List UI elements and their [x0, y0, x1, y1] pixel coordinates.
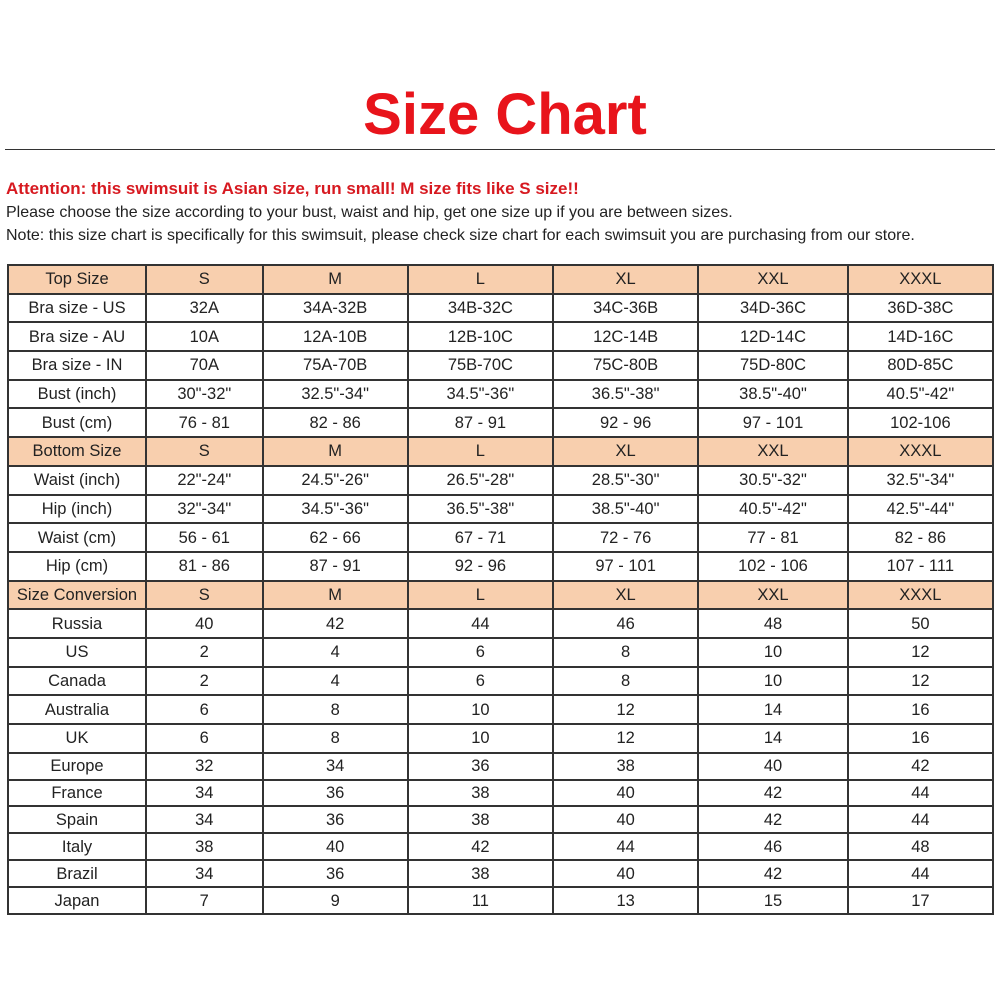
table-cell: 26.5"-28" — [408, 466, 553, 495]
table-cell: XXXL — [848, 581, 993, 610]
row-label: Japan — [8, 887, 146, 914]
table-cell: 107 - 111 — [848, 552, 993, 581]
table-row — [8, 780, 993, 807]
table-cell: 14 — [698, 724, 848, 753]
table-cell: 40 — [698, 753, 848, 780]
table-cell: 40 — [553, 860, 698, 887]
row-label: Hip (cm) — [8, 552, 146, 581]
table-cell: 32"-34" — [146, 495, 263, 524]
table-cell: 82 - 86 — [848, 523, 993, 552]
table-cell: XXL — [698, 437, 848, 466]
table-row — [8, 495, 993, 524]
row-label: Australia — [8, 695, 146, 724]
table-cell: 6 — [146, 695, 263, 724]
table-cell: 17 — [848, 887, 993, 914]
table-cell: 48 — [698, 609, 848, 638]
table-row — [8, 753, 993, 780]
table-cell: L — [408, 265, 553, 294]
table-cell: 34.5"-36" — [263, 495, 408, 524]
row-label: Europe — [8, 753, 146, 780]
table-cell: 42 — [408, 833, 553, 860]
table-cell: 10 — [408, 724, 553, 753]
table-cell: 11 — [408, 887, 553, 914]
table-cell: 75C-80B — [553, 351, 698, 380]
table-cell: 34B-32C — [408, 294, 553, 323]
row-label: Russia — [8, 609, 146, 638]
table-cell: 30.5"-32" — [698, 466, 848, 495]
table-cell: 6 — [408, 667, 553, 696]
table-cell: 44 — [848, 806, 993, 833]
table-cell: 9 — [263, 887, 408, 914]
table-cell: XL — [553, 265, 698, 294]
table-cell: 40 — [263, 833, 408, 860]
table-cell: 38 — [408, 780, 553, 807]
table-cell: M — [263, 581, 408, 610]
table-row — [8, 322, 993, 351]
row-label: Waist (cm) — [8, 523, 146, 552]
table-cell: 50 — [848, 609, 993, 638]
row-label: Bust (inch) — [8, 380, 146, 409]
table-cell: 34 — [263, 753, 408, 780]
table-cell: L — [408, 437, 553, 466]
table-cell: 40 — [553, 780, 698, 807]
table-cell: 34 — [146, 806, 263, 833]
table-cell: 2 — [146, 638, 263, 667]
table-cell: 10 — [698, 667, 848, 696]
table-cell: 38.5"-40" — [698, 380, 848, 409]
row-label: UK — [8, 724, 146, 753]
table-cell: 81 - 86 — [146, 552, 263, 581]
row-label: US — [8, 638, 146, 667]
table-cell: 28.5"-30" — [553, 466, 698, 495]
table-cell: 87 - 91 — [408, 408, 553, 437]
table-cell: 38 — [553, 753, 698, 780]
table-row — [8, 887, 993, 914]
table-cell: 4 — [263, 638, 408, 667]
table-cell: 22"-24" — [146, 466, 263, 495]
attention-notice: Attention: this swimsuit is Asian size, run small! M size fits like S size!! — [6, 179, 579, 198]
table-cell: 97 - 101 — [553, 552, 698, 581]
table-cell: 40 — [146, 609, 263, 638]
table-cell: 75B-70C — [408, 351, 553, 380]
table-cell: 102 - 106 — [698, 552, 848, 581]
page-title: Size Chart — [363, 82, 647, 147]
table-cell: 36 — [263, 860, 408, 887]
table-cell: 70A — [146, 351, 263, 380]
table-row — [8, 552, 993, 581]
row-label: Top Size — [8, 265, 146, 294]
table-cell: 44 — [848, 780, 993, 807]
table-cell: 62 - 66 — [263, 523, 408, 552]
table-row — [8, 806, 993, 833]
table-cell: 8 — [263, 695, 408, 724]
table-cell: 38 — [408, 806, 553, 833]
table-cell: 12 — [848, 667, 993, 696]
table-row — [8, 609, 993, 638]
table-cell: XL — [553, 581, 698, 610]
table-cell: 16 — [848, 724, 993, 753]
table-row — [8, 380, 993, 409]
table-cell: 16 — [848, 695, 993, 724]
table-cell: 34A-32B — [263, 294, 408, 323]
row-label: Bra size - US — [8, 294, 146, 323]
table-cell: S — [146, 581, 263, 610]
table-cell: 44 — [408, 609, 553, 638]
row-label: Hip (inch) — [8, 495, 146, 524]
table-cell: XL — [553, 437, 698, 466]
table-cell: S — [146, 265, 263, 294]
row-label: Size Conversion — [8, 581, 146, 610]
row-label: Spain — [8, 806, 146, 833]
title-divider — [5, 149, 995, 150]
table-cell: 40.5"-42" — [848, 380, 993, 409]
table-cell: 42 — [263, 609, 408, 638]
table-cell: 13 — [553, 887, 698, 914]
table-section-header — [8, 265, 993, 294]
table-cell: 38 — [146, 833, 263, 860]
table-cell: 42.5"-44" — [848, 495, 993, 524]
size-advice-text: Please choose the size according to your bust, waist and hip, get one size up if you are between sizes. — [6, 204, 733, 221]
table-cell: 36 — [263, 806, 408, 833]
table-cell: 34 — [146, 780, 263, 807]
table-cell: 30"-32" — [146, 380, 263, 409]
table-cell: 7 — [146, 887, 263, 914]
table-cell: 48 — [848, 833, 993, 860]
table-row — [8, 860, 993, 887]
table-cell: 36.5"-38" — [408, 495, 553, 524]
size-chart-table — [7, 264, 994, 915]
table-cell: 12B-10C — [408, 322, 553, 351]
table-cell: 42 — [698, 806, 848, 833]
table-cell: 46 — [698, 833, 848, 860]
table-cell: 38 — [408, 860, 553, 887]
table-cell: 32 — [146, 753, 263, 780]
table-section-header — [8, 581, 993, 610]
table-cell: 87 - 91 — [263, 552, 408, 581]
table-cell: XXXL — [848, 265, 993, 294]
table-cell: 6 — [146, 724, 263, 753]
table-cell: 36D-38C — [848, 294, 993, 323]
table-cell: 75D-80C — [698, 351, 848, 380]
table-cell: 32.5"-34" — [263, 380, 408, 409]
table-cell: 4 — [263, 667, 408, 696]
row-label: Italy — [8, 833, 146, 860]
table-cell: 24.5"-26" — [263, 466, 408, 495]
table-cell: M — [263, 437, 408, 466]
table-cell: 44 — [553, 833, 698, 860]
table-cell: 80D-85C — [848, 351, 993, 380]
table-cell: 6 — [408, 638, 553, 667]
table-cell: M — [263, 265, 408, 294]
table-cell: 75A-70B — [263, 351, 408, 380]
table-cell: 8 — [263, 724, 408, 753]
table-cell: 40 — [553, 806, 698, 833]
row-label: Waist (inch) — [8, 466, 146, 495]
table-cell: 44 — [848, 860, 993, 887]
table-cell: 15 — [698, 887, 848, 914]
table-cell: 14D-16C — [848, 322, 993, 351]
table-row — [8, 667, 993, 696]
table-cell: 12 — [848, 638, 993, 667]
table-cell: S — [146, 437, 263, 466]
table-cell: 56 - 61 — [146, 523, 263, 552]
table-cell: 14 — [698, 695, 848, 724]
table-cell: 92 - 96 — [553, 408, 698, 437]
row-label: Bra size - IN — [8, 351, 146, 380]
table-cell: 34C-36B — [553, 294, 698, 323]
table-cell: 42 — [698, 780, 848, 807]
table-row — [8, 466, 993, 495]
table-cell: 10 — [698, 638, 848, 667]
table-cell: 32.5"-34" — [848, 466, 993, 495]
table-cell: 36 — [263, 780, 408, 807]
table-cell: 82 - 86 — [263, 408, 408, 437]
table-cell: 36 — [408, 753, 553, 780]
row-label: Canada — [8, 667, 146, 696]
table-cell: XXL — [698, 581, 848, 610]
table-cell: 97 - 101 — [698, 408, 848, 437]
table-cell: 36.5"-38" — [553, 380, 698, 409]
table-cell: 46 — [553, 609, 698, 638]
row-label: Bottom Size — [8, 437, 146, 466]
row-label: France — [8, 780, 146, 807]
table-cell: 42 — [698, 860, 848, 887]
table-row — [8, 724, 993, 753]
row-label: Bust (cm) — [8, 408, 146, 437]
table-section-header — [8, 437, 993, 466]
table-row — [8, 408, 993, 437]
table-cell: 10 — [408, 695, 553, 724]
table-cell: 76 - 81 — [146, 408, 263, 437]
table-cell: 92 - 96 — [408, 552, 553, 581]
table-row — [8, 638, 993, 667]
table-cell: 72 - 76 — [553, 523, 698, 552]
table-cell: 42 — [848, 753, 993, 780]
table-cell: L — [408, 581, 553, 610]
row-label: Bra size - AU — [8, 322, 146, 351]
size-chart-note: Note: this size chart is specifically for this swimsuit, please check size chart for each swimsuit you are purchasing from our store. — [6, 227, 915, 244]
table-row — [8, 695, 993, 724]
table-cell: 40.5"-42" — [698, 495, 848, 524]
table-cell: 10A — [146, 322, 263, 351]
table-cell: 38.5"-40" — [553, 495, 698, 524]
table-cell: 34D-36C — [698, 294, 848, 323]
table-cell: 12A-10B — [263, 322, 408, 351]
table-cell: 12 — [553, 724, 698, 753]
table-cell: 34.5"-36" — [408, 380, 553, 409]
table-cell: 102-106 — [848, 408, 993, 437]
table-cell: 12 — [553, 695, 698, 724]
table-cell: XXL — [698, 265, 848, 294]
table-cell: 12C-14B — [553, 322, 698, 351]
table-cell: 8 — [553, 667, 698, 696]
table-cell: 77 - 81 — [698, 523, 848, 552]
table-cell: 12D-14C — [698, 322, 848, 351]
table-cell: 32A — [146, 294, 263, 323]
table-cell: 2 — [146, 667, 263, 696]
table-cell: 8 — [553, 638, 698, 667]
table-row — [8, 523, 993, 552]
table-cell: 34 — [146, 860, 263, 887]
row-label: Brazil — [8, 860, 146, 887]
table-cell: XXXL — [848, 437, 993, 466]
table-row — [8, 351, 993, 380]
table-row — [8, 833, 993, 860]
table-row — [8, 294, 993, 323]
table-cell: 67 - 71 — [408, 523, 553, 552]
